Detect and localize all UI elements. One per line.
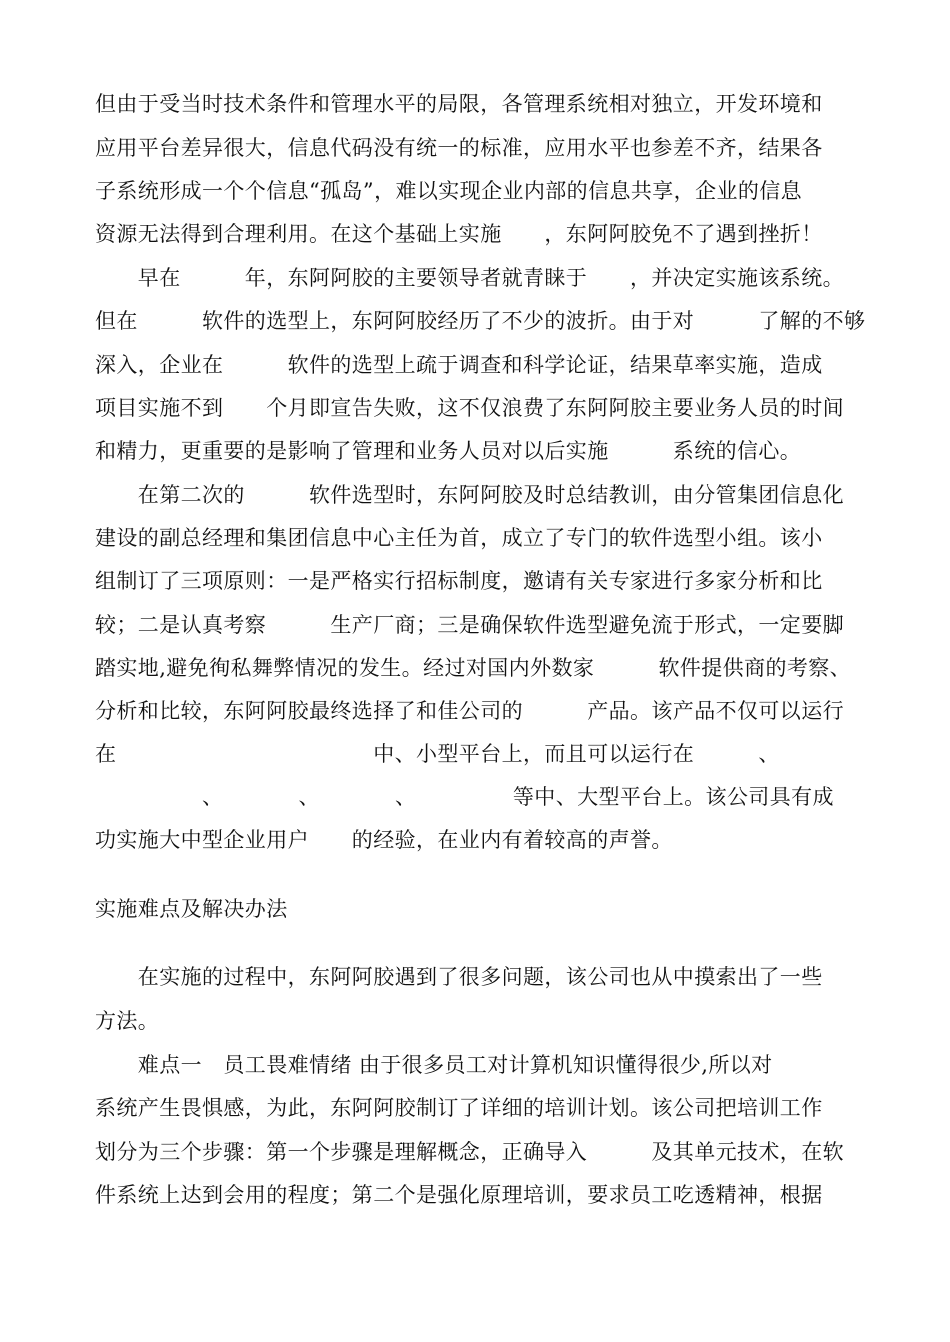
text-line: 但在 软件的选型上，东阿阿胶经历了不少的波折。由于对 了解的不够	[95, 309, 866, 333]
text-line: 和精力，更重要的是影响了管理和业务人员对以后实施 系统的信心。	[95, 439, 802, 463]
text-line: 功实施大中型企业用户 的经验，在业内有着较高的声誉。	[95, 828, 673, 852]
text-line: 早在 年，东阿阿胶的主要领导者就青睐于 ，并决定实施该系统。	[95, 266, 844, 290]
text-line: 难点一 员工畏难情绪 由于很多员工对计算机知识懂得很少,所以对	[95, 1053, 773, 1077]
section-heading: 实施难点及解决办法	[95, 897, 288, 921]
text-line: 建设的副总经理和集团信息中心主任为首，成立了专门的软件选型小组。该小	[95, 526, 823, 550]
text-line: 件系统上达到会用的程度；第二个是强化原理培训，要求员工吃透精神，根据	[95, 1183, 823, 1207]
text-line: 分析和比较，东阿阿胶最终选择了和佳公司的 产品。该产品不仅可以运行	[95, 699, 844, 723]
text-line: 资源无法得到合理利用。在这个基础上实施 ，东阿阿胶免不了遇到挫折！	[95, 222, 823, 246]
text-line: 踏实地,避免徇私舞弊情况的发生。经过对国内外数家 软件提供商的考察、	[95, 656, 852, 680]
text-line: 应用平台差异很大，信息代码没有统一的标准，应用水平也参差不齐，结果各	[95, 136, 823, 160]
text-line: 在第二次的 软件选型时，东阿阿胶及时总结教训，由分管集团信息化	[95, 483, 844, 507]
text-line: 深入，企业在 软件的选型上疏于调查和科学论证，结果草率实施，造成	[95, 353, 823, 377]
text-line: 在实施的过程中，东阿阿胶遇到了很多问题，该公司也从中摸索出了一些	[95, 965, 823, 989]
text-line: 项目实施不到 个月即宣告失败，这不仅浪费了东阿阿胶主要业务人员的时间	[95, 396, 844, 420]
text-line: 子系统形成一个个信息“孤岛”，难以实现企业内部的信息共享，企业的信息	[95, 179, 803, 203]
text-line: 、 、 、 等中、大型平台上。该公司具有成	[95, 785, 834, 809]
text-line: 但由于受当时技术条件和管理水平的局限，各管理系统相对独立，开发环境和	[95, 92, 823, 116]
text-line: 划分为三个步骤：第一个步骤是理解概念，正确导入 及其单元技术，在软	[95, 1140, 844, 1164]
text-line: 方法。	[95, 1009, 160, 1033]
text-line: 在 中、小型平台上，而且可以运行在 、	[95, 742, 780, 766]
text-line: 组制订了三项原则：一是严格实行招标制度，邀请有关专家进行多家分析和比	[95, 569, 823, 593]
text-line: 较；二是认真考察 生产厂商；三是确保软件选型避免流于形式，一定要脚	[95, 613, 844, 637]
text-line: 系统产生畏惧感，为此，东阿阿胶制订了详细的培训计划。该公司把培训工作	[95, 1096, 823, 1120]
